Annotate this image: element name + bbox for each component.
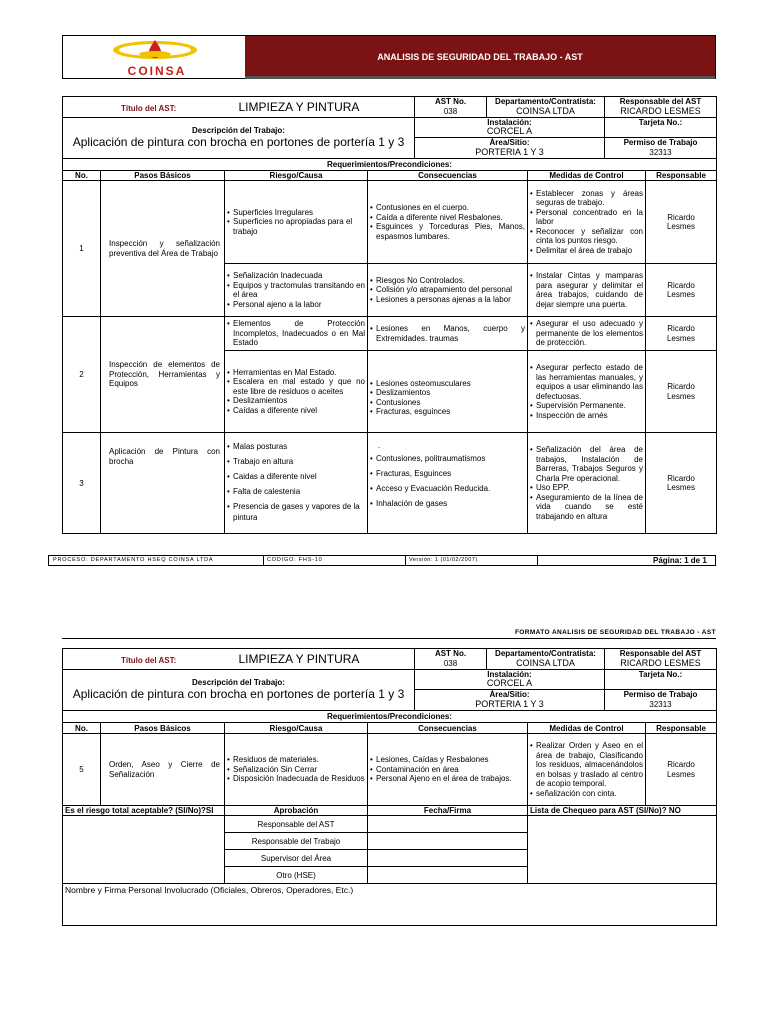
permiso-cell [605,138,717,159]
risk-cell [225,734,368,806]
row-number: 5 [63,734,101,806]
consequence-cell [368,264,528,317]
list-item: • Personal concentrado en la labor [536,208,643,227]
list-item: • Asegurar perfecto estado de las herramientas manuales, y equipos a usar eliminando las defectuosas. [536,363,643,401]
list-item: • Fracturas, esguinces [376,407,525,417]
list-item: • Lesiones en Manos, cuerpo y Extremidades. traumas [376,324,525,343]
consequence-cell [368,433,528,534]
resp-label: Responsable del AST [619,649,702,659]
col-riesgo: Riesgo/Causa [225,171,368,181]
page-footer [48,555,716,566]
control-cell [528,351,646,433]
desc-label: Descripción del Trabajo: [192,678,285,688]
depto-label: Departamento/Contratista: [495,97,596,107]
permiso-value: 32313 [649,699,672,709]
risk-cell [225,264,368,317]
riesgo-aceptable: Es el riesgo total aceptable? (SI/No)?SI [63,806,225,816]
list-item: • Malas posturas [233,439,365,454]
footer-version: Versión: 1 (01/02/2007) [409,557,478,563]
permiso-value: 32313 [649,147,672,157]
list-item: • Asegurar el uso adecuado y permanente de los elementos de protección. [536,319,643,348]
nombres-firmas [63,884,717,926]
firma-responsable-ast: Responsable del AST [225,816,368,833]
table-row [63,181,717,264]
steps-table-page2 [62,722,717,806]
list-item: • Riesgos No Controlados. [376,276,525,286]
approval-table [62,805,717,926]
table-row [63,317,717,351]
list-item: • Contusiones en el cuerpo. [376,203,525,213]
responsible-cell: Ricardo Lesmes [646,181,717,264]
list-item: • Contaminación en área [376,765,525,775]
signature-field[interactable] [368,867,528,884]
header-banner [245,36,715,78]
list-item: • Fracturas, Esguinces [376,466,525,481]
list-item: • Caidas a diferente nivel [233,469,365,484]
row-number: 1 [63,181,101,317]
list-item: • Herramientas en Mal Estado. [233,368,365,378]
list-item: • Residuos de materiales. [233,755,365,765]
resp-value: RICARDO LESMES [620,105,701,116]
control-cell [528,734,646,806]
resp-cell [605,97,717,118]
list-item: • Superficies Irregulares [233,208,365,218]
resp-label: Responsable del AST [619,97,702,107]
list-item: • Caídas a diferente nivel [233,406,365,416]
table-row [63,734,717,806]
list-item: • Delimitar el área de trabajo [536,246,643,256]
page2-format-title: FORMATO ANALISIS DE SEGURIDAD DEL TRABAJO - AST [514,629,716,636]
list-item: • Falta de calestenia [233,484,365,499]
list-item: • Escalera en mal estado y que no este libre de residuos o aceites [233,377,365,396]
req-cell: Requerimientos/Precondiciones: [63,158,717,170]
consequence-cell [368,317,528,351]
signature-field[interactable] [368,850,528,867]
footer-pagina: Página: 1 de 1 [653,556,707,565]
consequence-cell [368,351,528,433]
col-responsable: Responsable [646,723,717,734]
list-item: • Contusiones [376,398,525,408]
titulo-value: LIMPIEZA Y PINTURA [238,99,360,114]
firma-supervisor: Supervisor del Área [225,850,368,867]
instalacion-value: CORCEL A [486,678,533,689]
list-item: • Supervisión Permanente. [536,401,643,411]
responsible-cell: Ricardo Lesmes [646,734,717,806]
desc-label: Descripción del Trabajo: [192,126,285,136]
tarjeta-label: Tarjeta No.: [638,117,683,127]
area-value: PORTERIA 1 Y 3 [475,698,544,709]
col-medidas: Medidas de Control [528,171,646,181]
depto-cell [487,97,605,118]
list-item: • Deslizamientos [376,388,525,398]
list-item: • Contusiones, politraumatismos [376,451,525,466]
instalacion-label: Instalación: [487,669,532,679]
list-item: • Trabajo en altura [233,454,365,469]
control-cell [528,181,646,264]
list-item: • Señalización Sin Cerrar [233,765,365,775]
steps-table [62,170,717,534]
ast-no-value: 038 [443,106,458,116]
col-consecuencias: Consecuencias [368,171,528,181]
header-title: ANALISIS DE SEGURIDAD DEL TRABAJO - AST [377,52,583,62]
list-item: • Uso EPP. [536,483,643,493]
list-item: • Equipos y tractomulas transitando en el área [233,281,365,300]
permiso-cell [605,690,717,711]
header-stripe [245,76,715,79]
signature-field[interactable] [368,816,528,833]
instalacion-label: Instalación: [487,117,532,127]
instalacion-cell [415,669,605,690]
list-item: • Realizar Orden y Aseo en el área de trabajo, Clasificando los residuos, almacenándolos en bolsas y traslado al centro de acopio temporal. [536,741,643,789]
info-table [62,96,717,171]
list-item: • Señalización del área de trabajos, Instalación de Barreras, Trabajos Seguros y Charla Pre operacional. [536,445,643,483]
list-item: • Lesiones osteomusculares [376,379,525,389]
list-item: • Establecer zonas y áreas seguras de trabajo. [536,189,643,208]
footer-divider [263,556,264,565]
instalacion-value: CORCEL A [486,126,533,137]
list-item: • Esguinces y Torceduras Pies, Manos, espasmos lumbares. [376,222,525,241]
ast-no-cell [415,97,487,118]
titulo-label: Título del AST: [121,103,177,113]
firma-responsable-trabajo: Responsable del Trabajo [225,833,368,850]
list-item: • Acceso y Evacuación Reducida. [376,481,525,496]
step-text [101,433,225,534]
list-item: • Colisión y/o atrapamiento del personal [376,285,525,295]
resp-value: RICARDO LESMES [620,657,701,668]
titulo-cell [63,649,415,670]
list-item: • señalización con cinta. [536,789,643,799]
desc-value: Aplicación de pintura con brocha en portones de portería 1 y 3 [72,687,405,702]
instalacion-cell [415,117,605,138]
list-item: • Lesiones a personas ajenas a la labor [376,295,525,305]
list-item: • Inhalación de gases [376,496,525,511]
tarjeta-cell [605,117,717,138]
permiso-label: Permiso de Trabajo [623,690,698,700]
area-label: Área/Sitio: [489,138,530,148]
col-responsable: Responsable [646,171,717,181]
list-item: • Lesiones, Caídas y Resbalones [376,755,525,765]
control-cell [528,317,646,351]
req-cell: Requerimientos/Precondiciones: [63,710,717,722]
ast-no-cell [415,649,487,670]
footer-codigo: CODIGO: FHS-10 [267,557,323,563]
header-frame [62,35,716,79]
list-item: • Inspección de arnés [536,411,643,421]
responsible-cell: Ricardo Lesmes [646,433,717,534]
tarjeta-cell [605,669,717,690]
titulo-label: Título del AST: [121,655,177,665]
step-text: Orden, Aseo y Cierre de Señalización [101,734,225,806]
firma-otro: Otro (HSE) [225,867,368,884]
control-cell [528,264,646,317]
list-item: • Personal ajeno a la labor [233,300,365,310]
permiso-label: Permiso de Trabajo [623,138,698,148]
tarjeta-label: Tarjeta No.: [638,669,683,679]
consequence-cell [368,734,528,806]
ast-no-label: AST No. [434,97,467,107]
titulo-value: LIMPIEZA Y PINTURA [238,651,360,666]
logo-area [63,36,245,78]
responsible-cell: Ricardo Lesmes [646,264,717,317]
consequence-lead: . [378,441,381,450]
consequence-cell [368,181,528,264]
depto-value: COINSA LTDA [516,657,575,668]
col-pasos: Pasos Básicos [101,723,225,734]
area-cell [415,690,605,711]
page2-title-rule [62,638,716,639]
chequeo-blank [528,816,717,884]
list-item: • Aseguramiento de la línea de vida cuando se esté trabajando en altura [536,493,643,522]
chequeo-header: Lista de Chequeo para AST (SI/No)? NO [528,806,717,816]
list-item: • Caída a diferente nivel Resbalones. [376,213,525,223]
signature-field[interactable] [368,833,528,850]
area-label: Área/Sitio: [489,690,530,700]
step-text-content: Aplicación de Pintura con brocha [109,447,220,466]
depto-label: Departamento/Contratista: [495,649,596,659]
risk-cell [225,317,368,351]
list-item: • Elementos de Protección Incompletos, Inadecuados o en Mal Estado [233,319,365,348]
row-number: 2 [63,317,101,433]
step-text: Inspección de elementos de Protección, Herramientas y Equipos [101,317,225,433]
depto-value: COINSA LTDA [516,105,575,116]
logo-text: COINSA [127,64,187,78]
table-row [63,433,717,534]
desc-cell [63,669,415,710]
col-consecuencias: Consecuencias [368,723,528,734]
list-item: • Superficies no apropiadas para el trabajo [233,217,365,236]
col-pasos: Pasos Básicos [101,171,225,181]
responsible-cell: Ricardo Lesmes [646,351,717,433]
ast-no-label: AST No. [434,649,467,659]
footer-divider [537,556,538,565]
nombres-label: Nombre y Firma Personal Involucrado (Oficiales, Obreros, Operadores, Etc.) [65,885,354,895]
depto-cell [487,649,605,670]
col-no: No. [63,723,101,734]
list-item: • Deslizamientos [233,396,365,406]
resp-cell [605,649,717,670]
list-item: • Presencia de gases y vapores de la pintura [233,501,365,523]
titulo-cell [63,97,415,118]
footer-divider [405,556,406,565]
area-value: PORTERIA 1 Y 3 [475,146,544,157]
row-number: 3 [63,433,101,534]
list-item: • Señalización Inadecuada [233,271,365,281]
step-text: Inspección y señalización preventiva del Área de Trabajo [101,181,225,317]
footer-proceso: PROCESO: DEPARTAMENTO HSEQ COINSA LTDA [53,557,214,563]
risk-cell [225,181,368,264]
fecha-firma-header: Fecha/Firma [368,806,528,816]
desc-cell [63,117,415,158]
list-item: • Personal Ajeno en el área de trabajos. [376,774,525,784]
col-medidas: Medidas de Control [528,723,646,734]
list-item: • Disposición Inadecuada de Residuos [233,774,365,784]
area-cell [415,138,605,159]
risk-cell [225,351,368,433]
ast-no-value: 038 [443,658,458,668]
approval-blank [63,816,225,884]
list-item: • Reconocer y señalizar con cinta los puntos riesgo. [536,227,643,246]
risk-cell [225,433,368,534]
control-cell [528,433,646,534]
col-riesgo: Riesgo/Causa [225,723,368,734]
list-item: • Instalar Cintas y mamparas para asegurar y delimitar el área trabajos, cuidando de dejar siempre una puerta. [536,271,643,309]
info-table-page2 [62,648,717,723]
aprobacion-header: Aprobación [225,806,368,816]
col-no: No. [63,171,101,181]
responsible-cell: Ricardo Lesmes [646,317,717,351]
desc-value: Aplicación de pintura con brocha en portones de portería 1 y 3 [72,135,405,150]
